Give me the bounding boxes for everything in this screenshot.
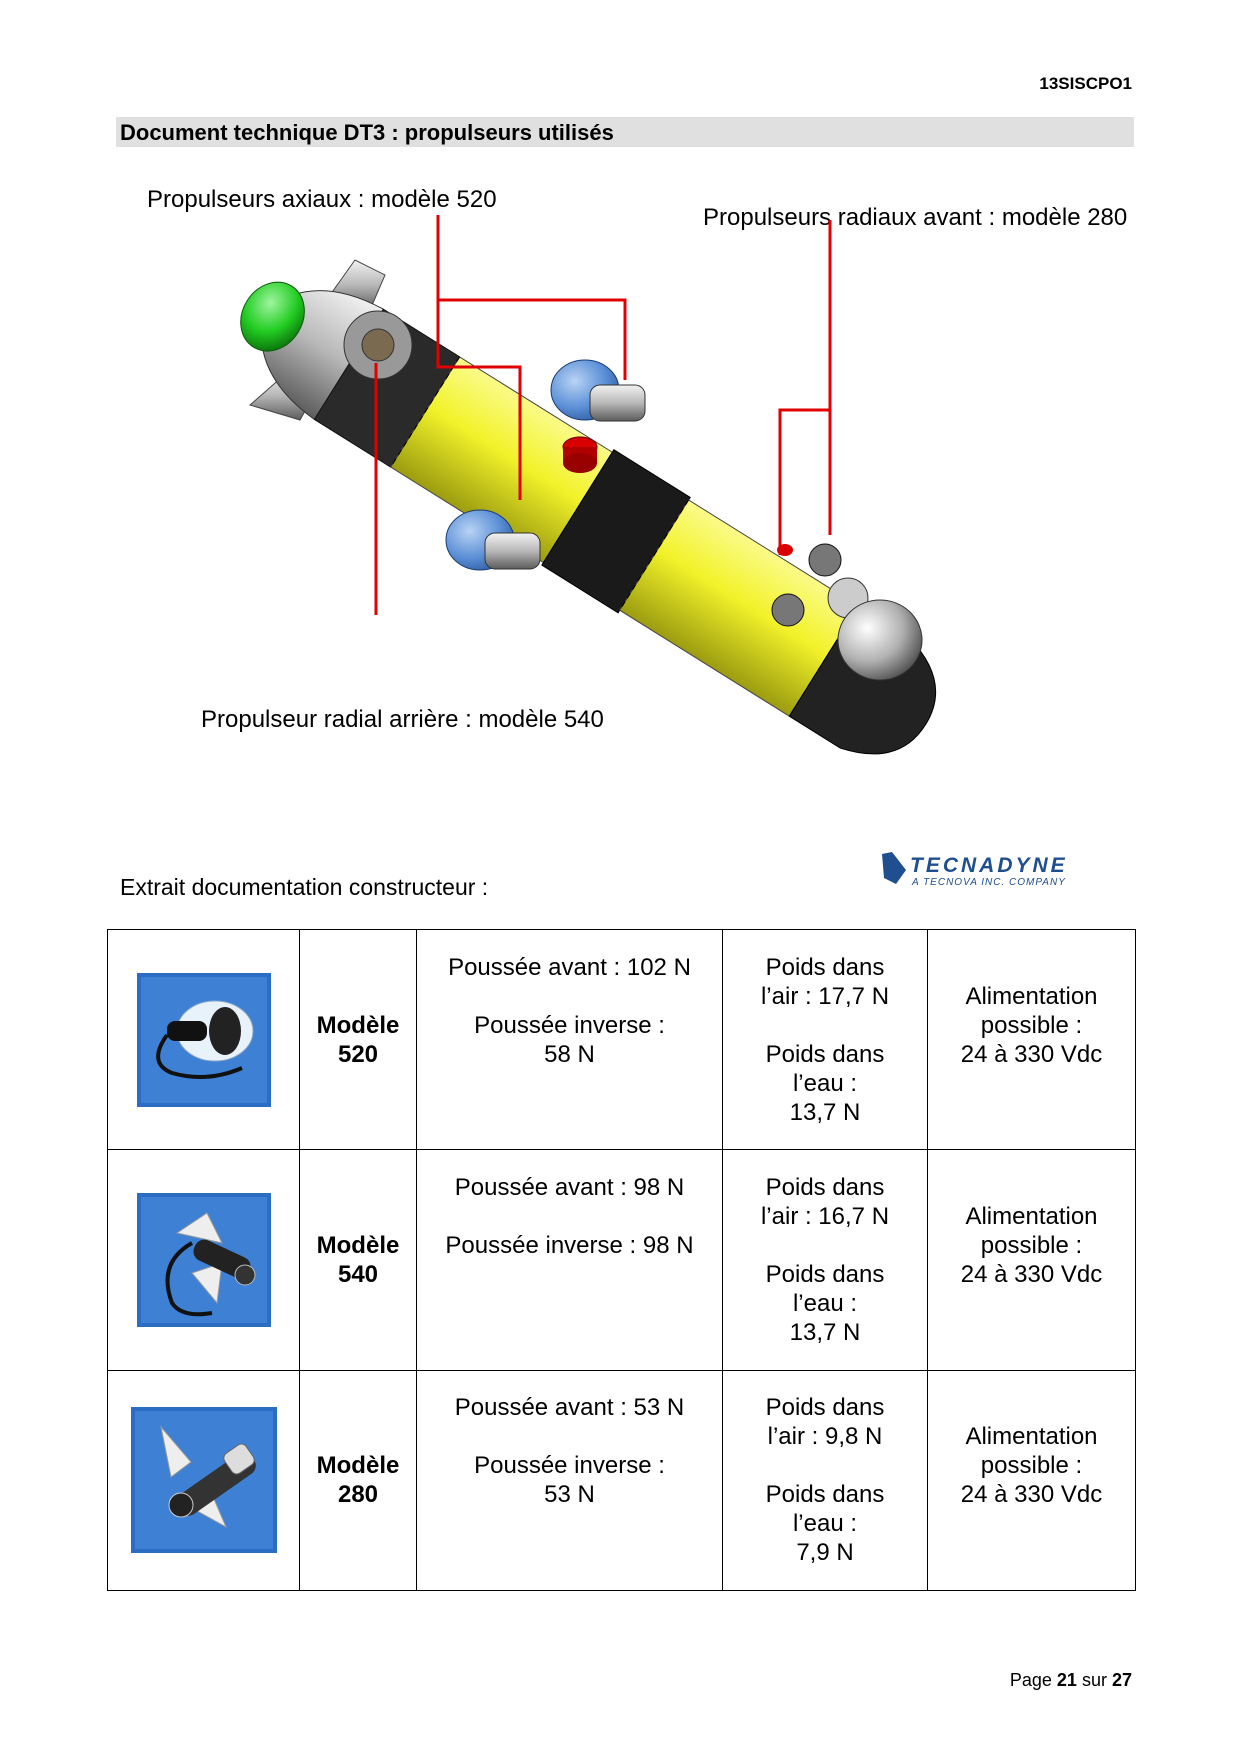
thrust-forward: Poussée avant : 98 N: [454, 1173, 685, 1201]
weight-cell: [723, 1150, 928, 1370]
weight-water-label-2: l’eau :: [792, 1510, 858, 1538]
thrust-forward: Poussée avant : 102 N: [448, 953, 691, 981]
power-cell: [928, 1370, 1136, 1590]
table-row: [108, 930, 1136, 1150]
thrust-cell: [417, 1150, 723, 1370]
extract-label: Extrait documentation constructeur :: [120, 874, 489, 900]
thrust-reverse: Poussée inverse :: [474, 1452, 665, 1480]
tecnadyne-logo: [878, 848, 1098, 890]
label-radial-rear-thruster: Propulseur radial arrière : modèle 540: [201, 706, 604, 733]
thrust-cell: [417, 1370, 723, 1590]
thruster-520-photo-icon: [137, 973, 271, 1107]
model-label: Modèle: [316, 1452, 400, 1480]
weight-water-label: Poids dans: [765, 1040, 885, 1068]
page-title: Document technique DT3 : propulseurs utilisés: [120, 120, 614, 145]
model-number: 280: [337, 1481, 379, 1509]
power-value: 24 à 330 Vdc: [960, 1040, 1103, 1068]
page-footer: [1010, 1670, 1132, 1691]
weight-cell: [723, 930, 928, 1150]
logo-tagline: A TECNOVA INC. COMPANY: [912, 877, 1066, 888]
weight-air-value: l’air : 16,7 N: [760, 1202, 890, 1230]
weight-water-label-2: l’eau :: [792, 1289, 858, 1317]
model-label: Modèle: [316, 1231, 400, 1259]
red-valve: [563, 437, 597, 473]
weight-air-label: Poids dans: [765, 953, 885, 981]
thumb-cell: [108, 1370, 300, 1590]
power-label: Alimentation: [965, 982, 1098, 1010]
thrust-forward: Poussée avant : 53 N: [454, 1394, 685, 1422]
power-label: Alimentation: [965, 1202, 1098, 1230]
power-label-2: possible :: [980, 1231, 1083, 1259]
page-word: Page: [1009, 1670, 1052, 1690]
label-radial-front-thrusters: Propulseurs radiaux avant : modèle 280: [703, 204, 1128, 231]
front-dome: [838, 600, 922, 680]
model-name-cell: [300, 1370, 417, 1590]
weight-water-label: Poids dans: [765, 1481, 885, 1509]
table-row: [108, 1370, 1136, 1590]
thruster-540-photo-icon: [137, 1193, 271, 1327]
power-label-2: possible :: [980, 1011, 1083, 1039]
model-name-cell: [300, 930, 417, 1150]
label-axial-thrusters: Propulseurs axiaux : modèle 520: [147, 186, 497, 213]
weight-water-value: 13,7 N: [789, 1098, 861, 1126]
thrust-reverse-value: 53 N: [544, 1481, 595, 1509]
logo-name: TECNADYNE: [910, 854, 1068, 877]
weight-air-value: l’air : 17,7 N: [760, 982, 890, 1010]
model-number: 520: [337, 1040, 379, 1068]
weight-air-value: l’air : 9,8 N: [767, 1423, 883, 1451]
thumb-cell: [108, 930, 300, 1150]
power-value: 24 à 330 Vdc: [960, 1260, 1103, 1288]
model-name-cell: [300, 1150, 417, 1370]
document-code: 13SISCPO1: [1039, 74, 1132, 93]
weight-water-label-2: l’eau :: [792, 1069, 858, 1097]
table-row: [108, 1150, 1136, 1370]
vehicle-body: [211, 243, 962, 782]
thrust-reverse: Poussée inverse :: [474, 1011, 665, 1039]
weight-air-label: Poids dans: [765, 1394, 885, 1422]
weight-cell: [723, 1370, 928, 1590]
thruster-540-blue: [551, 360, 645, 421]
page-number: 21: [1056, 1670, 1077, 1690]
power-cell: [928, 1150, 1136, 1370]
thrust-reverse-value: 58 N: [544, 1040, 595, 1068]
thruster-spec-table: [107, 929, 1136, 1591]
thruster-280-photo-icon: [131, 1407, 277, 1553]
weight-water-value: 7,9 N: [796, 1539, 854, 1567]
vehicle-illustration: [210, 215, 1090, 795]
model-number: 540: [337, 1260, 379, 1288]
rear-propeller: [344, 311, 412, 379]
power-label-2: possible :: [980, 1452, 1083, 1480]
logo-mark-icon: [882, 852, 906, 884]
weight-water-label: Poids dans: [765, 1260, 885, 1288]
thrust-reverse: Poussée inverse : 98 N: [445, 1231, 694, 1259]
power-label: Alimentation: [965, 1423, 1098, 1451]
of-word: sur: [1081, 1670, 1107, 1690]
model-label: Modèle: [316, 1011, 400, 1039]
page-total: 27: [1111, 1670, 1132, 1690]
power-cell: [928, 930, 1136, 1150]
thumb-cell: [108, 1150, 300, 1370]
weight-water-value: 13,7 N: [789, 1318, 861, 1346]
thrust-cell: [417, 930, 723, 1150]
weight-air-label: Poids dans: [765, 1173, 885, 1201]
power-value: 24 à 330 Vdc: [960, 1481, 1103, 1509]
